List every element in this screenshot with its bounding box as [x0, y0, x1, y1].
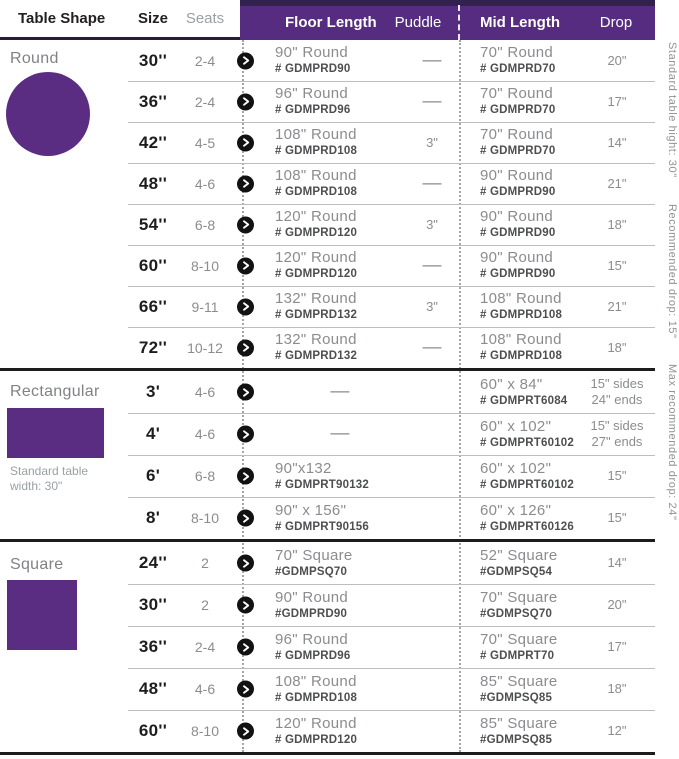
floor-length-code: # GDMPRD120	[275, 733, 358, 746]
mid-length-code: # GDMPRT70	[480, 649, 555, 662]
seats-value: 6-8	[194, 216, 216, 233]
floor-length-value: —	[330, 381, 350, 402]
drop-line1: 20"	[607, 597, 627, 612]
drop-line1: 15"	[607, 468, 627, 483]
table-row	[0, 122, 679, 163]
floor-length-cell	[275, 163, 413, 204]
mid-length-value: 70" Square	[480, 588, 558, 606]
drop-value	[586, 81, 648, 122]
table-header	[0, 0, 679, 40]
section-label-rectangular: Rectangular	[10, 383, 100, 400]
drop-line1: 20"	[607, 52, 627, 68]
floor-length-cell	[275, 40, 413, 81]
mid-length-value: 70" Square	[480, 630, 558, 648]
puddle-value: 3"	[426, 217, 438, 232]
puddle-value: —	[422, 336, 442, 358]
puddle-value: 3"	[426, 135, 438, 150]
header-purple-band	[240, 0, 655, 40]
floor-length-value: 96" Round	[275, 85, 349, 102]
mid-length-value: 108" Round	[480, 331, 562, 348]
mid-length-code: # GDMPRT6084	[480, 394, 568, 407]
mid-length-value: 52" Square	[480, 546, 558, 564]
mid-length-cell	[480, 163, 595, 204]
arrow-icon	[237, 384, 254, 401]
floor-length-value: 70" Square	[275, 546, 353, 564]
floor-length-cell	[275, 497, 413, 539]
floor-length-code: # GDMPRD96	[275, 104, 351, 116]
puddle-value	[408, 668, 456, 710]
floor-length-code: #GDMPRD90	[275, 607, 348, 620]
size-value: 72''	[138, 337, 168, 357]
mid-length-value: 60" x 126"	[480, 501, 552, 519]
table-row	[0, 204, 679, 245]
size-value: 42''	[138, 132, 168, 152]
mid-length-value: 60" x 102"	[480, 417, 552, 435]
mid-length-cell	[480, 327, 595, 368]
drop-value	[586, 40, 648, 81]
drop-value	[586, 163, 648, 204]
mid-length-code: # GDMPRD90	[480, 186, 556, 198]
arrow-icon	[237, 93, 254, 110]
table-row	[0, 626, 679, 668]
size-value: 66''	[138, 296, 168, 316]
drop-value	[586, 122, 648, 163]
mid-length-code: # GDMPRT60102	[480, 436, 574, 449]
size-value: 60''	[138, 255, 168, 275]
table-row	[0, 40, 679, 81]
mid-length-cell	[480, 455, 595, 497]
floor-length-value: 132" Round	[275, 290, 357, 307]
size-value: 54''	[138, 214, 168, 234]
drop-value	[586, 455, 648, 497]
seats-value: 2-4	[194, 93, 216, 110]
arrow-icon	[237, 426, 254, 443]
floor-length-code: # GDMPRD108	[275, 691, 358, 704]
mid-length-value: 70" Round	[480, 44, 554, 61]
mid-length-cell	[480, 626, 595, 668]
arrow-icon	[237, 216, 254, 233]
drop-value	[586, 327, 648, 368]
drop-line2: 24" ends	[591, 392, 643, 407]
table-row	[0, 81, 679, 122]
floor-length-value: 120" Round	[275, 714, 357, 732]
header-floor-length: Floor Length	[285, 14, 377, 31]
floor-length-value: 90" x 156"	[275, 501, 347, 519]
drop-line2: 27" ends	[591, 434, 643, 449]
table-row	[0, 327, 679, 368]
floor-length-cell	[265, 413, 415, 455]
mid-length-code: # GDMPRD108	[480, 350, 563, 362]
mid-length-cell	[480, 413, 595, 455]
seats-value: 10-12	[187, 339, 223, 356]
floor-length-cell	[275, 626, 413, 668]
drop-value	[586, 204, 648, 245]
floor-length-value: 120" Round	[275, 249, 357, 266]
drop-value	[586, 626, 648, 668]
puddle-value: —	[422, 254, 442, 276]
drop-line1: 21"	[607, 298, 627, 314]
seats-value: 9-11	[191, 298, 219, 315]
header-mid-length: Mid Length	[480, 14, 560, 31]
arrow-icon	[237, 639, 254, 656]
floor-length-cell	[275, 584, 413, 626]
table-row	[0, 542, 679, 584]
mid-length-cell	[480, 668, 595, 710]
mid-length-cell	[480, 497, 595, 539]
section-divider	[0, 368, 655, 371]
mid-length-cell	[480, 710, 595, 752]
round-rows	[0, 40, 679, 368]
mid-length-value: 90" Round	[480, 167, 554, 184]
header-dashed-divider	[458, 5, 460, 40]
floor-length-value: 90"x132	[275, 459, 332, 477]
table-row	[0, 497, 679, 539]
table-row	[0, 710, 679, 752]
mid-length-code: # GDMPRD70	[480, 145, 556, 157]
floor-length-cell	[275, 710, 413, 752]
mid-length-value: 60" x 102"	[480, 459, 552, 477]
floor-length-value: —	[330, 423, 350, 444]
puddle-value	[408, 626, 456, 668]
floor-length-code: # GDMPRD108	[275, 186, 358, 198]
drop-line1: 21"	[607, 175, 627, 191]
mid-length-cell	[480, 542, 595, 584]
size-value: 36''	[138, 637, 168, 656]
floor-length-cell	[275, 81, 413, 122]
floor-length-value: 108" Round	[275, 126, 357, 143]
arrow-icon	[237, 723, 254, 740]
mid-length-cell	[480, 584, 595, 626]
floor-length-code: #GDMPSQ70	[275, 565, 348, 578]
drop-value	[586, 497, 648, 539]
floor-length-value: 120" Round	[275, 208, 357, 225]
mid-length-code: #GDMPSQ70	[480, 607, 553, 620]
drop-value	[586, 286, 648, 327]
drop-value	[586, 245, 648, 286]
mid-length-code: #GDMPSQ85	[480, 733, 553, 746]
size-value: 30''	[138, 595, 168, 614]
seats-value: 8-10	[190, 510, 220, 526]
drop-value	[586, 371, 648, 413]
arrow-icon	[237, 298, 254, 315]
floor-length-code: # GDMPRD90	[275, 63, 351, 75]
floor-length-code: # GDMPRD132	[275, 309, 358, 321]
size-value: 6'	[145, 466, 161, 485]
side-note-recommended-drop: Recommended drop: 15"	[666, 203, 678, 339]
arrow-icon	[237, 597, 254, 614]
seats-value: 2	[201, 597, 209, 613]
puddle-value: 3"	[426, 299, 438, 314]
floor-length-code: # GDMPRT90156	[275, 520, 369, 533]
floor-length-value: 108" Round	[275, 167, 357, 184]
drop-value	[586, 542, 648, 584]
table-row	[0, 668, 679, 710]
mid-length-cell	[480, 371, 595, 413]
drop-line1: 14"	[607, 555, 627, 570]
seats-value: 8-10	[190, 257, 220, 274]
size-value: 30''	[138, 50, 168, 70]
mid-length-code: #GDMPSQ85	[480, 691, 553, 704]
mid-length-code: # GDMPRD70	[480, 104, 556, 116]
size-value: 24''	[138, 553, 168, 572]
rectangle-caption: Standard table width: 30"	[10, 464, 89, 493]
puddle-value	[408, 710, 456, 752]
seats-value: 4-6	[194, 384, 216, 400]
header-seats: Seats	[185, 10, 225, 27]
side-note-max-drop: Max recommended drop: 24"	[666, 364, 678, 521]
arrow-icon	[237, 468, 254, 485]
drop-line1: 17"	[607, 639, 627, 654]
size-value: 60''	[138, 721, 168, 740]
mid-length-value: 85" Square	[480, 714, 558, 732]
floor-length-code: # GDMPRD132	[275, 350, 358, 362]
size-value: 4'	[145, 424, 161, 443]
square-rows	[0, 542, 679, 752]
rectangular-rows	[0, 371, 679, 539]
drop-line1: 14"	[607, 134, 627, 150]
floor-length-cell	[265, 371, 415, 413]
floor-length-cell	[275, 286, 413, 327]
drop-line1: 18"	[607, 681, 627, 696]
floor-length-code: # GDMPRT90132	[275, 478, 369, 491]
arrow-icon	[237, 52, 254, 69]
puddle-value: —	[422, 90, 442, 112]
drop-value	[586, 584, 648, 626]
drop-line1: 15" sides	[590, 418, 644, 433]
drop-value	[586, 710, 648, 752]
floor-length-value: 108" Round	[275, 672, 357, 690]
floor-length-code: # GDMPRD108	[275, 145, 358, 157]
header-puddle: Puddle	[394, 14, 442, 31]
arrow-icon	[237, 257, 254, 274]
size-value: 8'	[145, 508, 161, 527]
floor-length-cell	[275, 455, 413, 497]
seats-value: 4-6	[194, 175, 216, 192]
mid-length-value: 90" Round	[480, 208, 554, 225]
arrow-icon	[237, 134, 254, 151]
section-label-square: Square	[10, 556, 64, 573]
floor-length-cell	[275, 327, 413, 368]
seats-value: 4-5	[194, 134, 216, 151]
mid-length-value: 60" x 84"	[480, 375, 543, 393]
mid-length-cell	[480, 204, 595, 245]
puddle-value	[408, 455, 456, 497]
header-underline	[0, 37, 240, 40]
seats-value: 2-4	[194, 52, 216, 69]
mid-length-code: # GDMPRD108	[480, 309, 563, 321]
floor-length-cell	[275, 204, 413, 245]
mid-length-code: # GDMPRT60102	[480, 478, 574, 491]
seats-value: 2-4	[194, 639, 216, 655]
section-rectangular	[0, 371, 679, 539]
seats-value: 8-10	[190, 723, 220, 739]
section-label-round: Round	[10, 50, 59, 67]
side-notes	[655, 42, 678, 754]
seats-value: 2	[201, 555, 209, 571]
table-row	[0, 413, 679, 455]
table-row	[0, 455, 679, 497]
mid-length-value: 70" Round	[480, 126, 554, 143]
size-value: 36''	[138, 91, 168, 111]
puddle-value: —	[422, 172, 442, 194]
puddle-value	[408, 542, 456, 584]
drop-line1: 15" sides	[590, 376, 644, 391]
table-row	[0, 286, 679, 327]
size-value: 48''	[138, 679, 168, 698]
arrow-icon	[237, 175, 254, 192]
drop-line1: 12"	[607, 723, 627, 738]
mid-length-value: 90" Round	[480, 249, 554, 266]
table-row	[0, 163, 679, 204]
header-size: Size	[137, 10, 168, 27]
seats-value: 4-6	[194, 681, 216, 697]
floor-length-cell	[275, 245, 413, 286]
puddle-value	[408, 584, 456, 626]
mid-length-cell	[480, 40, 595, 81]
size-value: 3'	[145, 382, 161, 401]
puddle-value	[408, 497, 456, 539]
floor-length-value: 96" Round	[275, 630, 349, 648]
mid-length-value: 108" Round	[480, 290, 562, 307]
floor-length-code: # GDMPRD120	[275, 227, 358, 239]
puddle-value: —	[422, 49, 442, 71]
bottom-border	[0, 752, 655, 755]
drop-line1: 17"	[607, 93, 627, 109]
mid-length-cell	[480, 286, 595, 327]
arrow-icon	[237, 681, 254, 698]
mid-length-code: # GDMPRD90	[480, 268, 556, 280]
drop-line1: 18"	[607, 339, 627, 355]
mid-length-code: # GDMPRD90	[480, 227, 556, 239]
drop-line1: 18"	[607, 216, 627, 232]
section-square	[0, 542, 679, 752]
floor-length-value: 90" Round	[275, 44, 349, 61]
seats-value: 4-6	[194, 426, 216, 442]
mid-length-cell	[480, 245, 595, 286]
section-divider	[0, 539, 655, 542]
mid-length-value: 70" Round	[480, 85, 554, 102]
floor-length-code: # GDMPRD120	[275, 268, 358, 280]
floor-length-value: 90" Round	[275, 588, 349, 606]
mid-length-code: # GDMPRD70	[480, 63, 556, 75]
table-row	[0, 245, 679, 286]
mid-length-code: # GDMPRT60126	[480, 520, 574, 533]
floor-length-value: 132" Round	[275, 331, 357, 348]
puddle-value	[408, 413, 456, 455]
mid-length-cell	[480, 122, 595, 163]
puddle-value	[408, 371, 456, 413]
floor-length-cell	[275, 122, 413, 163]
mid-length-value: 85" Square	[480, 672, 558, 690]
drop-value	[586, 413, 648, 455]
drop-line1: 15"	[607, 510, 627, 525]
table-row	[0, 371, 679, 413]
arrow-icon	[237, 339, 254, 356]
drop-line1: 15"	[607, 257, 627, 273]
mid-length-code: #GDMPSQ54	[480, 565, 553, 578]
seats-value: 6-8	[194, 468, 216, 484]
header-drop: Drop	[599, 14, 633, 31]
header-table-shape: Table Shape	[18, 10, 106, 27]
table-row	[0, 584, 679, 626]
floor-length-cell	[275, 542, 413, 584]
floor-length-cell	[275, 668, 413, 710]
section-round	[0, 40, 679, 368]
floor-length-code: # GDMPRD96	[275, 649, 351, 662]
side-note-table-height: Standard table hight: 30"	[666, 42, 678, 178]
size-value: 48''	[138, 173, 168, 193]
arrow-icon	[237, 555, 254, 572]
arrow-icon	[237, 510, 254, 527]
drop-value	[586, 668, 648, 710]
mid-length-cell	[480, 81, 595, 122]
